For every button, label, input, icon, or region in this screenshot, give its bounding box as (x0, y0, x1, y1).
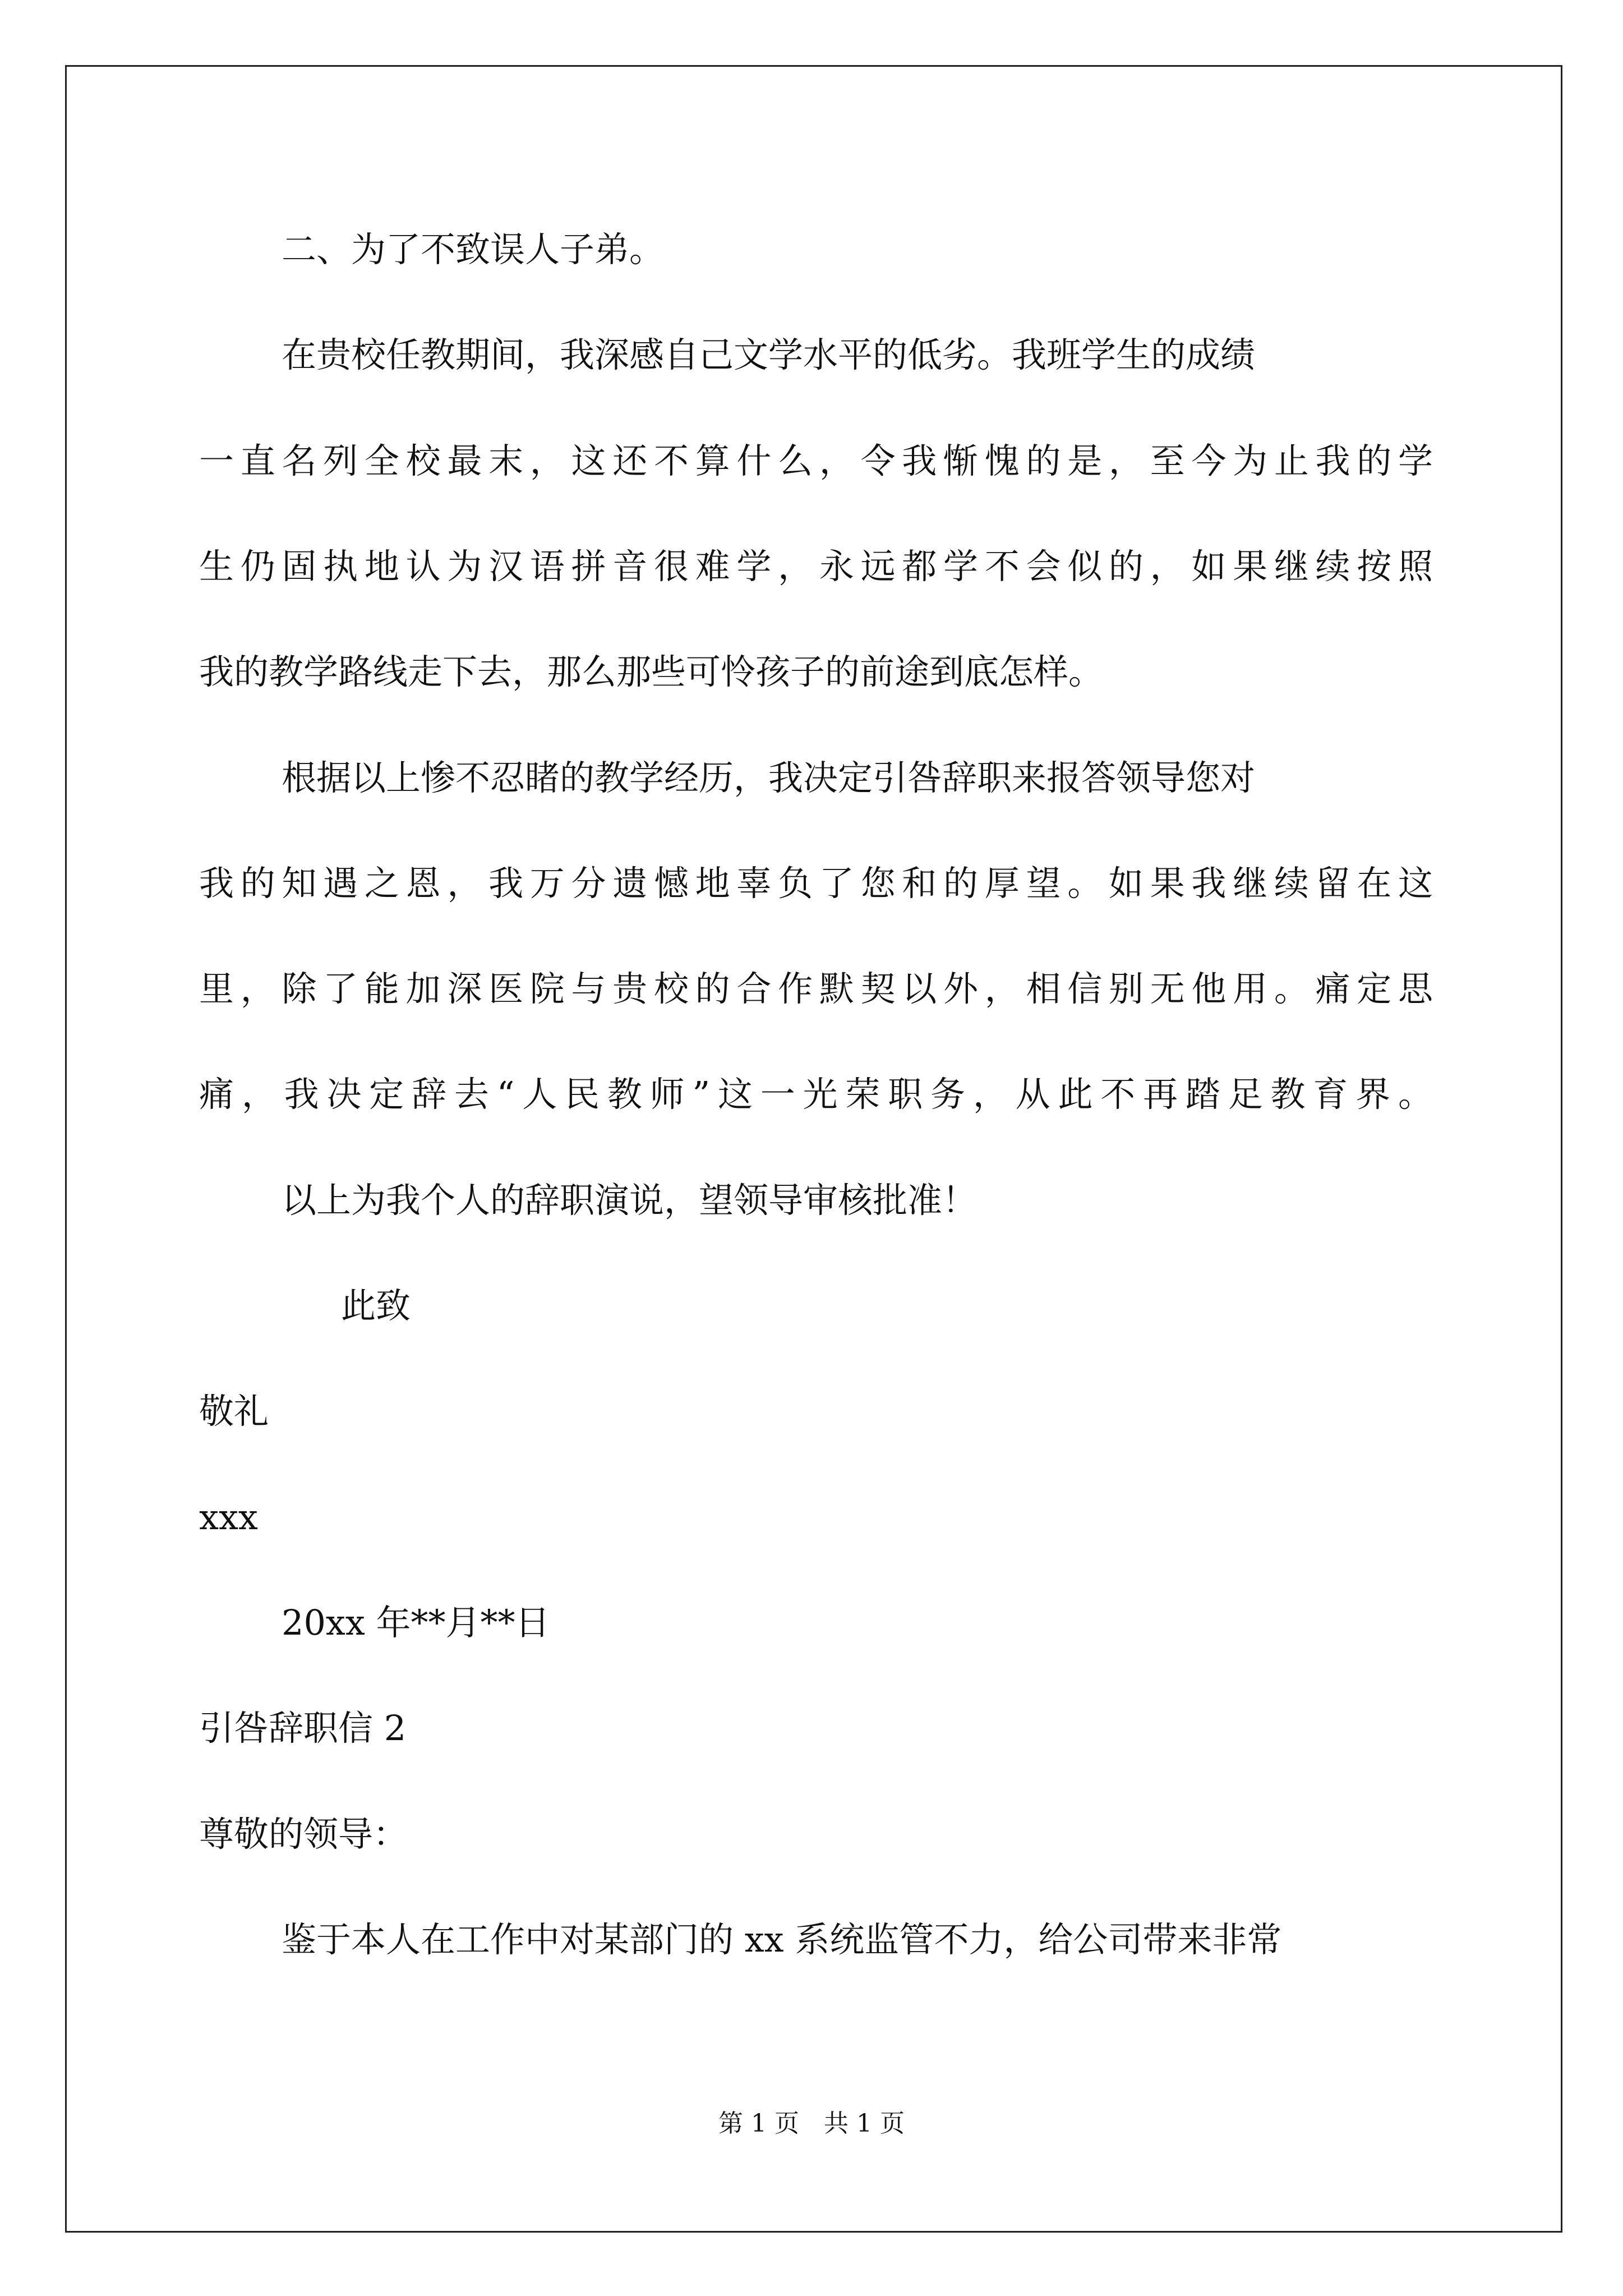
paragraph-line: 一直名列全校最末，这还不算什么，令我惭愧的是，至今为止我的学 (199, 440, 1433, 481)
paragraph-line: 鉴于本人在工作中对某部门的 xx 系统监管不力，给公司带来非常 (282, 1919, 1282, 1960)
paragraph-line: 生仍固执地认为汉语拼音很难学，永远都学不会似的，如果继续按照 (199, 546, 1433, 587)
greeting: 尊敬的领导： (199, 1814, 408, 1855)
paragraph-line: 里，除了能加深医院与贵校的合作默契以外，相信别无他用。痛定思 (199, 968, 1433, 1009)
signature-date: 20xx 年**月**日 (282, 1602, 550, 1643)
paragraph-line: 痛，我决定辞去“人民教师”这一光荣职务，从此不再踏足教育界。 (199, 1074, 1433, 1115)
closing-phrase: 此致 (341, 1285, 411, 1326)
paragraph-line: 我的知遇之恩，我万分遗憾地辜负了您和的厚望。如果我继续留在这 (199, 863, 1433, 904)
section-heading: 引咎辞职信 2 (199, 1708, 407, 1749)
signature-name: xxx (199, 1497, 258, 1538)
paragraph-request-approval: 以上为我个人的辞职演说，望领导审核批准！ (282, 1180, 978, 1221)
paragraph-line: 我的教学路线走下去，那么那些可怜孩子的前途到底怎样。 (199, 651, 1104, 692)
paragraph-line: 根据以上惨不忍睹的教学经历，我决定引咎辞职来报答领导您对 (282, 757, 1256, 798)
page-border (65, 65, 1562, 2233)
paragraph-line: 在贵校任教期间，我深感自己文学水平的低劣。我班学生的成绩 (282, 334, 1256, 375)
salutation: 敬礼 (199, 1391, 269, 1432)
page-footer: 第 1 页 共 1 页 (718, 2109, 905, 2138)
paragraph-reason-two: 二、为了不致误人子弟。 (282, 229, 665, 270)
